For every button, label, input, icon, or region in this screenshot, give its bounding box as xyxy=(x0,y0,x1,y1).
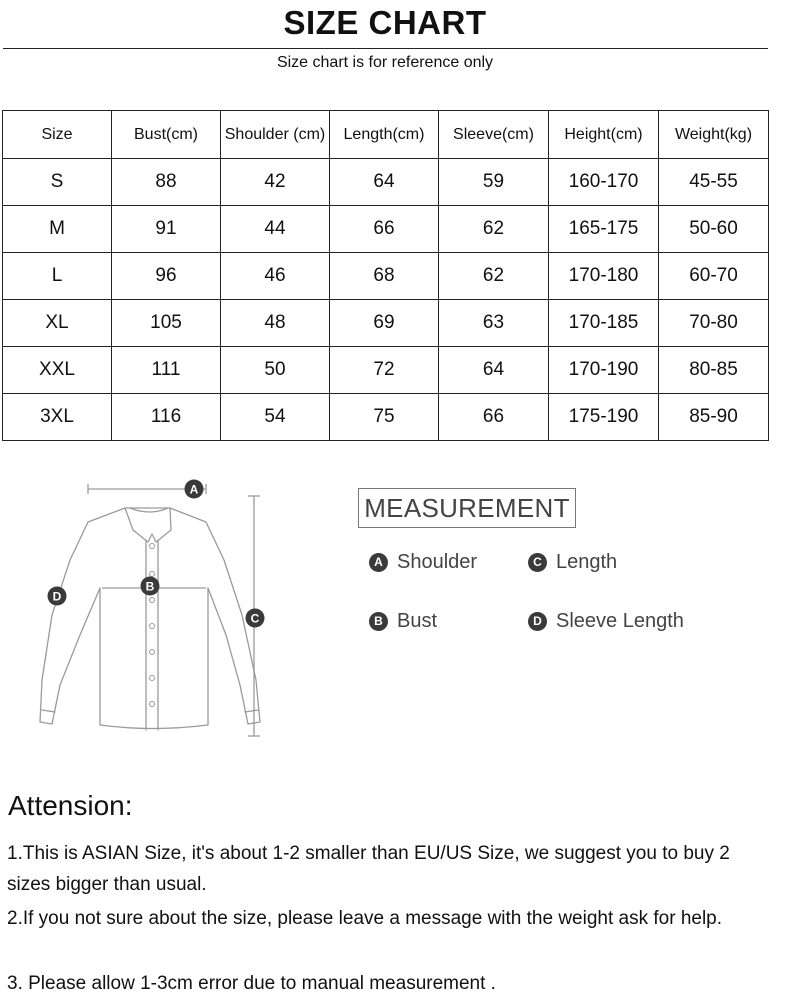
table-cell: 160-170 xyxy=(549,159,659,206)
page-subtitle: Size chart is for reference only xyxy=(276,54,494,71)
col-header-shoulder: Shoulder (cm) xyxy=(221,111,330,159)
table-cell: 170-190 xyxy=(549,347,659,394)
table-cell: 54 xyxy=(221,394,330,441)
marker-c-label: C xyxy=(250,611,260,626)
table-cell: 60-70 xyxy=(659,253,769,300)
table-cell: 175-190 xyxy=(549,394,659,441)
table-cell: 50-60 xyxy=(659,206,769,253)
table-cell: 66 xyxy=(330,206,439,253)
table-row xyxy=(3,394,769,441)
table-row xyxy=(3,206,769,253)
col-header-sleeve: Sleeve(cm) xyxy=(439,111,549,159)
table-cell: M xyxy=(3,206,112,253)
page-title: SIZE CHART xyxy=(283,4,487,41)
table-cell: 111 xyxy=(112,347,221,394)
table-row xyxy=(3,300,769,347)
attention-note-3: 3. Please allow 1-3cm error due to manual measurement . xyxy=(7,973,496,994)
legend-bust-label: Bust xyxy=(397,610,438,632)
table-cell: 170-185 xyxy=(549,300,659,347)
attention-note-2: 2.If you not sure about the size, please leave a message with the weight ask for help. xyxy=(7,908,723,929)
attention-title: Attension: xyxy=(8,790,133,821)
legend-shoulder xyxy=(369,551,477,574)
table-cell: 46 xyxy=(221,253,330,300)
table-cell: 88 xyxy=(112,159,221,206)
col-header-height: Height(cm) xyxy=(549,111,659,159)
marker-d-label: D xyxy=(52,589,62,604)
table-cell: 165-175 xyxy=(549,206,659,253)
table-cell: 62 xyxy=(439,253,549,300)
table-cell: 45-55 xyxy=(659,159,769,206)
legend-length xyxy=(528,551,617,574)
table-cell: 50 xyxy=(221,347,330,394)
col-header-length: Length(cm) xyxy=(330,111,439,159)
title-divider xyxy=(3,48,768,49)
table-cell: 59 xyxy=(439,159,549,206)
table-cell: 96 xyxy=(112,253,221,300)
badge-a-icon: A xyxy=(369,553,388,572)
measurement-title: MEASUREMENT xyxy=(358,488,576,528)
table-cell: 66 xyxy=(439,394,549,441)
table-cell: 75 xyxy=(330,394,439,441)
table-cell: 170-180 xyxy=(549,253,659,300)
table-cell: 91 xyxy=(112,206,221,253)
table-cell: 64 xyxy=(330,159,439,206)
table-cell: 63 xyxy=(439,300,549,347)
legend-sleeve xyxy=(528,610,684,633)
col-header-size: Size xyxy=(3,111,112,159)
table-cell: 44 xyxy=(221,206,330,253)
table-cell: 42 xyxy=(221,159,330,206)
table-row xyxy=(3,159,769,206)
marker-a-label: A xyxy=(189,482,199,497)
table-cell: 48 xyxy=(221,300,330,347)
table-header-row xyxy=(3,111,769,159)
shirt-outline xyxy=(40,508,260,729)
badge-c-icon: C xyxy=(528,553,547,572)
attention-note-1: 1.This is ASIAN Size, it's about 1-2 smaller than EU/US Size, we suggest you to buy 2 sizes bigger than usual. xyxy=(7,843,730,895)
table-cell: 64 xyxy=(439,347,549,394)
table-cell: 62 xyxy=(439,206,549,253)
table-cell: 72 xyxy=(330,347,439,394)
table-cell: 70-80 xyxy=(659,300,769,347)
table-cell: 105 xyxy=(112,300,221,347)
table-cell: 69 xyxy=(330,300,439,347)
table-row xyxy=(3,253,769,300)
size-table xyxy=(2,110,769,441)
shirt-diagram xyxy=(30,470,280,755)
col-header-bust: Bust(cm) xyxy=(112,111,221,159)
table-cell: 3XL xyxy=(3,394,112,441)
legend-length-label: Length xyxy=(556,551,618,573)
marker-b-label: B xyxy=(145,579,155,594)
table-cell: XXL xyxy=(3,347,112,394)
badge-b-icon: B xyxy=(369,612,388,631)
table-cell: 68 xyxy=(330,253,439,300)
table-cell: XL xyxy=(3,300,112,347)
legend-bust xyxy=(369,610,437,633)
table-cell: 116 xyxy=(112,394,221,441)
col-header-weight: Weight(kg) xyxy=(659,111,769,159)
legend-shoulder-label: Shoulder xyxy=(397,551,478,573)
badge-d-icon: D xyxy=(528,612,547,631)
table-row xyxy=(3,347,769,394)
legend-sleeve-label: Sleeve Length xyxy=(556,610,684,632)
table-cell: 85-90 xyxy=(659,394,769,441)
shirt-collar xyxy=(125,508,171,542)
table-cell: S xyxy=(3,159,112,206)
table-cell: 80-85 xyxy=(659,347,769,394)
table-cell: L xyxy=(3,253,112,300)
